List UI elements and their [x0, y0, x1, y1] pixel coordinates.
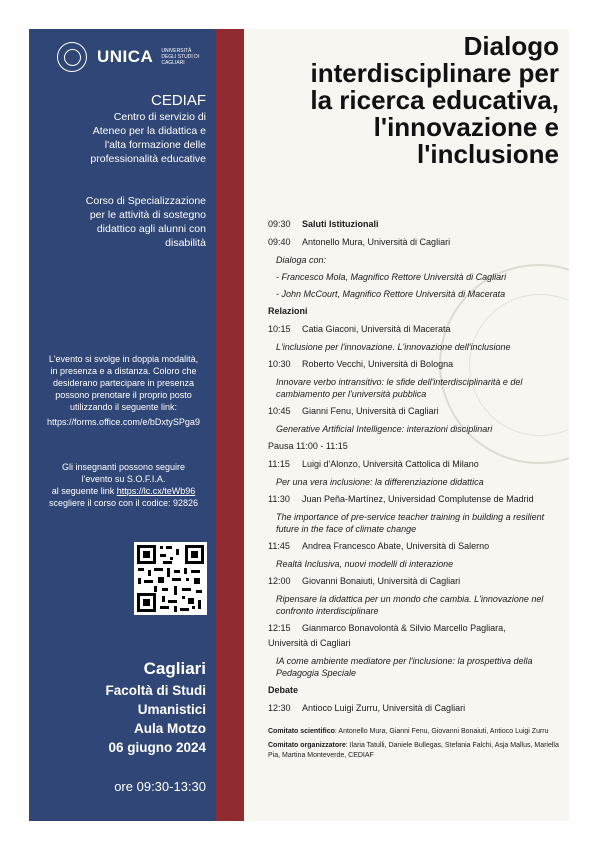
cediaf-line: Ateneo per la didattica e: [92, 125, 206, 137]
talk-title: Generative Artificial Intelligence: interazioni disciplinari: [276, 424, 493, 434]
dialoga-label: Dialoga con:: [276, 255, 327, 265]
program-text: Antonello Mura, Università di Cagliari: [302, 237, 451, 247]
program-time: 10:45: [268, 406, 291, 416]
faculty-line: Umanistici: [137, 702, 206, 717]
logo-subtitle: UNIVERSITÀ DEGLI STUDI DI CAGLIARI: [161, 48, 200, 66]
course-block: [86, 194, 206, 250]
pause: Pausa 11:00 - 11:15: [268, 441, 348, 451]
title-line: Dialogo: [463, 31, 559, 61]
program-text: Juan Peña-Martínez, Universidad Complutense de Madrid: [302, 494, 534, 504]
city: Cagliari: [143, 659, 206, 678]
program-text-continued: Università di Cagliari: [268, 638, 351, 648]
event-line: possono prenotare il proprio posto: [55, 390, 192, 400]
program-text: Luigi d'Alonzo, Università Cattolica di Milano: [302, 459, 479, 469]
dialoga-item: - Francesco Mola, Magnifico Rettore Università di Cagliari: [276, 272, 507, 282]
dialoga-item: - John McCourt, Magnifico Rettore Università di Macerata: [276, 289, 506, 299]
sofia-info: [39, 461, 208, 509]
course-line: didattico agli alunni con: [96, 223, 206, 235]
room: Aula Motzo: [134, 721, 206, 736]
program: [268, 218, 568, 765]
program-row: [268, 575, 568, 588]
program-text: Catia Giaconi, Università di Macerata: [302, 324, 451, 334]
committee-names: : Ilaria Tatulli, Daniele Bullegas, Stefania Falchi, Asja Mallus, Mariella Pia, Martina Monteverde, CEDIAF: [268, 742, 559, 759]
section-relazioni: Relazioni: [268, 306, 308, 316]
program-time: 09:30: [268, 219, 291, 229]
program-text: Saluti Istituzionali: [302, 219, 379, 229]
committee-names: : Antonello Mura, Gianni Fenu, Giovanni Bonaiuti, Antioco Luigi Zurru: [334, 728, 549, 735]
event-line: desiderano partecipare in presenza: [52, 378, 195, 388]
program-row: [268, 702, 568, 715]
university-logo: [57, 42, 201, 72]
event-hours: ore 09:30-13:30: [114, 779, 206, 794]
section-debate: Debate: [268, 685, 299, 695]
program-row: [268, 323, 568, 336]
cediaf-line: Centro di servizio di: [113, 111, 206, 123]
program-text: Gianmarco Bonavolontà & Silvio Marcello Pagliara,: [302, 623, 506, 633]
program-text: Roberto Vecchi, Università di Bologna: [302, 359, 454, 369]
event-line: utilizzando il seguente link:: [69, 402, 178, 412]
forms-link[interactable]: https://forms.office.com/e/bDxtySPga9: [47, 417, 200, 427]
program-time: 09:40: [268, 237, 291, 247]
program-time: 12:15: [268, 623, 291, 633]
program-row: [268, 236, 568, 249]
talk-title: The importance of pre-service teacher training in building a resilient future in the face of climate change: [276, 512, 545, 534]
committee-label: Comitato scientifico: [268, 728, 335, 735]
event-title: [244, 33, 559, 168]
program-text: Giovanni Bonaiuti, Università di Cagliari: [302, 576, 461, 586]
program-time: 11:15: [268, 459, 290, 469]
program-time: 10:30: [268, 359, 291, 369]
sofia-link-line: [39, 485, 208, 497]
cediaf-title: CEDIAF: [150, 92, 206, 109]
program-time: 11:30: [268, 494, 290, 504]
program-time: 10:15: [268, 324, 291, 334]
program-text: Andrea Francesco Abate, Università di Salerno: [302, 541, 490, 551]
organizing-committee: [268, 741, 568, 761]
program-row: [268, 458, 568, 471]
title-line: l'innovazione e: [373, 112, 559, 142]
committee-label: Comitato organizzatore: [268, 742, 346, 749]
faculty-line: Facoltà di Studi: [105, 683, 206, 698]
course-line: disabilità: [165, 237, 206, 249]
talk-title: IA come ambiente mediatore per l'inclusione: la prospettiva della Pedagogia Speciale: [276, 656, 533, 678]
sofia-line: l'evento su S.O.F.I.A.: [81, 474, 166, 484]
sofia-line: Gli insegnanti possono seguire: [61, 462, 186, 472]
title-line: interdisciplinare per: [310, 58, 559, 88]
scientific-committee: [268, 727, 568, 737]
talk-title: L'inclusione per l'innovazione. L'innovazione dell'inclusione: [276, 342, 511, 352]
program-row: [268, 218, 568, 231]
course-line: per le attività di sostegno: [89, 209, 206, 221]
cediaf-block: [90, 92, 206, 166]
sofia-link-prefix: al seguente link: [51, 486, 117, 496]
university-seal-icon: [57, 42, 87, 72]
location-block: [105, 659, 206, 757]
talk-title: Ripensare la didattica per un mondo che cambia. L'innovazione nel confronto interdisciplinare: [276, 594, 544, 616]
program-text: Gianni Fenu, Università di Cagliari: [302, 406, 439, 416]
program-row: [268, 622, 568, 635]
main-content: [244, 29, 569, 821]
event-info: [39, 353, 208, 428]
program-row: [268, 493, 568, 506]
talk-title: Realtà Inclusiva, nuovi modelli di interazione: [276, 559, 454, 569]
course-line: Corso di Specializzazione: [85, 195, 206, 207]
program-time: 12:00: [268, 576, 291, 586]
program-row: [268, 540, 568, 553]
title-line: la ricerca educativa,: [310, 85, 559, 115]
sofia-code: scegliere il corso con il codice: 92826: [48, 498, 199, 508]
talk-title: Per una vera inclusione: la differenziazione didattica: [276, 477, 484, 487]
title-line: l'inclusione: [417, 139, 559, 169]
cediaf-line: professionalità educative: [90, 153, 206, 165]
event-date: 06 giugno 2024: [108, 740, 206, 755]
program-time: 11:45: [268, 541, 290, 551]
program-time: 12:30: [268, 703, 291, 713]
qr-code-icon[interactable]: [134, 542, 207, 615]
logo-text: UNICA: [97, 47, 154, 66]
program-row: [268, 358, 568, 371]
program-text: Antioco Luigi Zurru, Università di Cagliari: [302, 703, 466, 713]
cediaf-line: l'alta formazione delle: [104, 139, 206, 151]
sofia-link[interactable]: https://lc.cx/teWb96: [116, 486, 196, 496]
sidebar: [29, 29, 216, 821]
talk-title: Innovare verbo intransitivo: le sfide dell'interdisciplinarità e del cambiamento per l'università pubblica: [276, 377, 523, 399]
accent-stripe: [216, 29, 244, 821]
program-row: [268, 405, 568, 418]
event-line: L'evento si svolge in doppia modalità,: [48, 354, 199, 364]
event-line: in presenza e a distanza. Coloro che: [50, 366, 197, 376]
